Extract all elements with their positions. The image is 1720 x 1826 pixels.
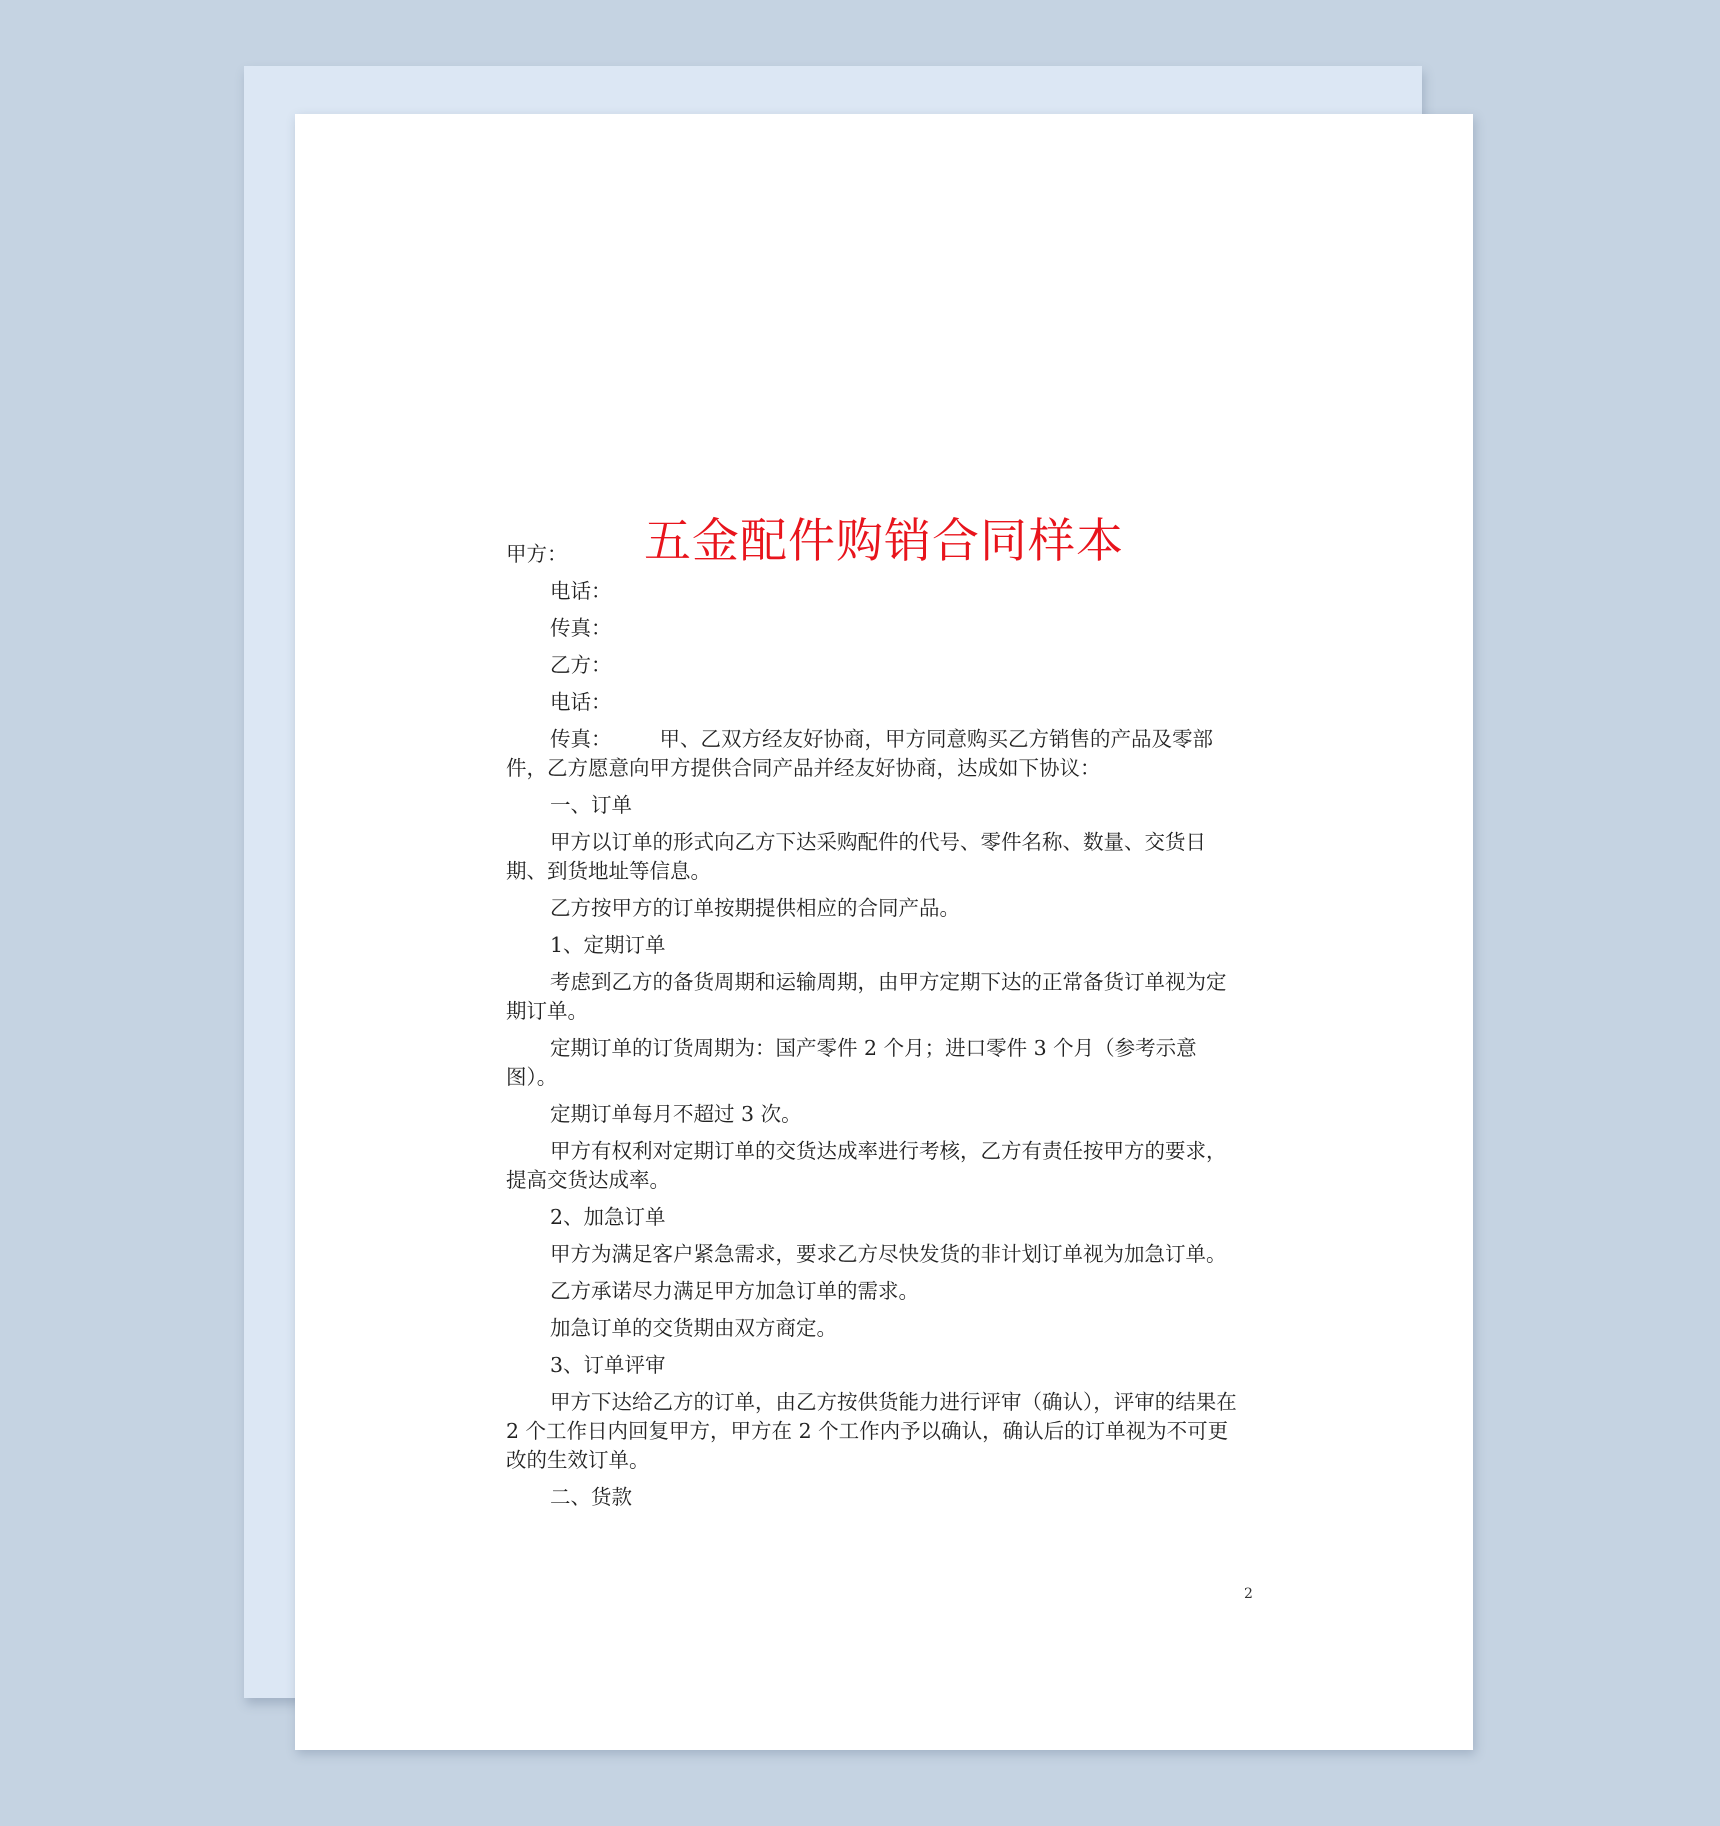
paragraph: 乙方按甲方的订单按期提供相应的合同产品。 <box>550 896 960 920</box>
paragraph: 甲方为满足客户紧急需求，要求乙方尽快发货的非计划订单视为加急订单。 <box>550 1242 1227 1266</box>
phone-label-2: 电话： <box>550 690 612 714</box>
paragraph: 乙方承诺尽力满足甲方加急订单的需求。 <box>550 1279 919 1303</box>
page-number: 2 <box>1244 1586 1253 1602</box>
fax-label-2: 传真： <box>550 727 612 751</box>
paragraph: 考虑到乙方的备货周期和运输周期，由甲方定期下达的正常备货订单视为定期订单。 <box>506 970 1227 1023</box>
paragraph: 加急订单的交货期由双方商定。 <box>550 1316 837 1340</box>
paragraph: 甲方有权利对定期订单的交货达成率进行考核，乙方有责任按甲方的要求，提高交货达成率。 <box>506 1139 1227 1192</box>
paragraph: 甲方以订单的形式向乙方下达采购配件的代号、零件名称、数量、交货日期、到货地址等信息。 <box>506 830 1206 883</box>
party-b-label: 乙方： <box>550 653 612 677</box>
paragraph: 甲方下达给乙方的订单，由乙方按供货能力进行评审（确认），评审的结果在 2 个工作日内回复甲方，甲方在 2 个工作内予以确认，确认后的订单视为不可更改的生效订单。 <box>506 1390 1237 1472</box>
subheading-regular-orders: 1、定期订单 <box>550 933 666 957</box>
paragraph: 定期订单的订货周期为：国产零件 2 个月；进口零件 3 个月（参考示意图）。 <box>506 1036 1197 1089</box>
section-heading-orders: 一、订单 <box>550 793 632 817</box>
intro-text: 甲、乙双方经友好协商，甲方同意购买乙方销售的产品及零部件，乙方愿意向甲方提供合同产品并经友好协商，达成如下协议： <box>506 727 1213 780</box>
phone-label-1: 电话： <box>550 579 612 603</box>
fax-label-1: 传真： <box>550 616 612 640</box>
subheading-order-review: 3、订单评审 <box>550 1353 666 1377</box>
paragraph: 定期订单每月不超过 3 次。 <box>550 1102 802 1126</box>
fax-intro-paragraph <box>506 725 1244 783</box>
subheading-urgent-orders: 2、加急订单 <box>550 1205 666 1229</box>
document-body <box>506 540 1244 1520</box>
document-title: 五金配件购销合同样本 <box>644 514 1124 569</box>
section-heading-payment: 二、货款 <box>550 1485 632 1509</box>
party-a-label: 甲方： <box>506 542 568 566</box>
